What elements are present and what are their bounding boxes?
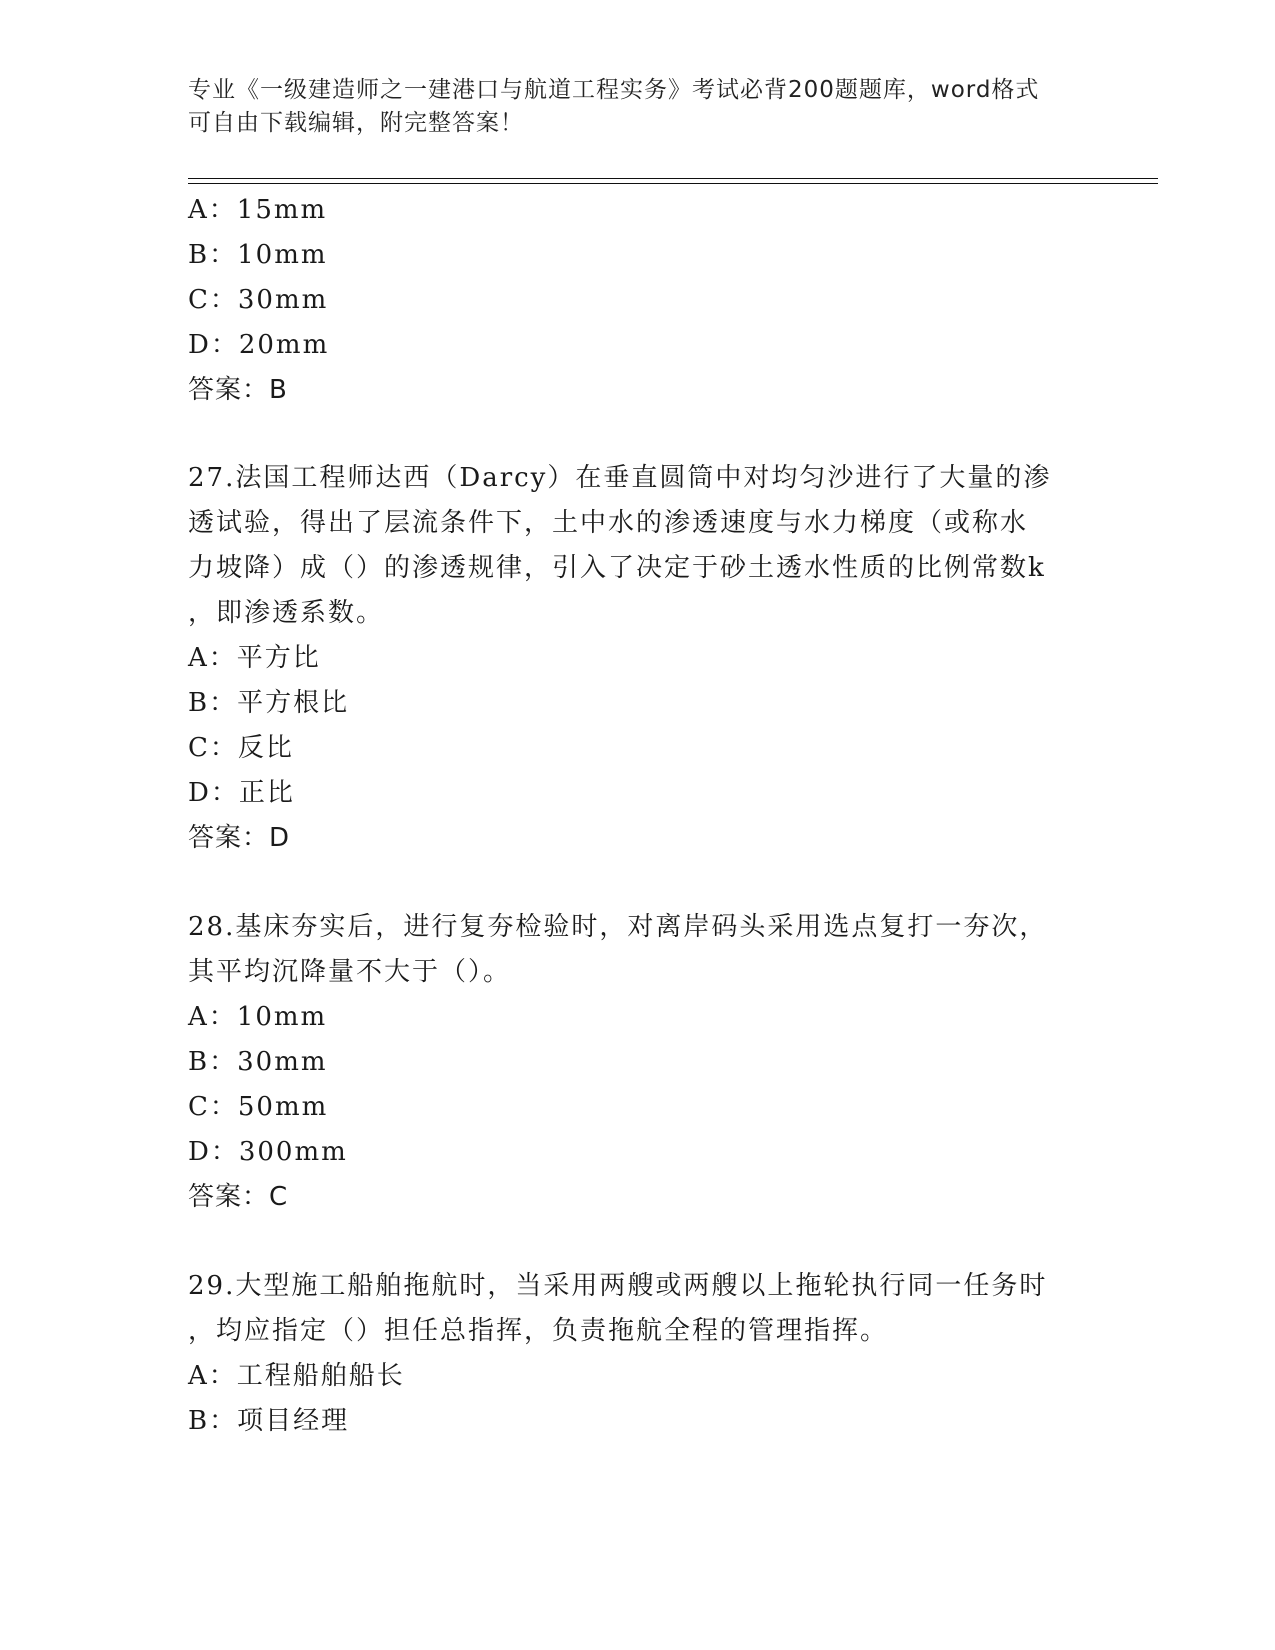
answer-label: 答案：D: [188, 823, 291, 853]
question-stem-line: ，即渗透系数。: [188, 598, 385, 628]
option-b: B：10mm: [188, 240, 328, 270]
option-a: A：10mm: [188, 1002, 328, 1032]
option-c: C：反比: [188, 733, 294, 763]
document-header: [188, 74, 1088, 140]
question-stem-line: 力坡降）成（）的渗透规律，引入了决定于砂土透水性质的比例常数k: [188, 553, 1046, 583]
header-divider-top: [188, 178, 1158, 179]
answer-label: 答案：C: [188, 1182, 289, 1212]
option-c: C：50mm: [188, 1092, 329, 1122]
question-stem-line: 29.大型施工船舶拖航时，当采用两艘或两艘以上拖轮执行同一任务时: [188, 1271, 1048, 1301]
question-stem-line: 其平均沉降量不大于（）。: [188, 957, 512, 987]
header-title-line-1: 专业《一级建造师之一建港口与航道工程实务》考试必背200题题库，word格式: [188, 77, 1040, 103]
option-d: D：正比: [188, 778, 295, 808]
option-d: D：20mm: [188, 330, 330, 360]
question-stem-line: 透试验，得出了层流条件下，土中水的渗透速度与水力梯度（或称水: [188, 508, 1029, 538]
question-stem-line: ，均应指定（）担任总指挥，负责拖航全程的管理指挥。: [188, 1316, 889, 1346]
option-b: B：项目经理: [188, 1406, 350, 1436]
answer-label: 答案：B: [188, 375, 288, 405]
header-title-line-2: 可自由下载编辑，附完整答案！: [188, 110, 524, 136]
option-b: B：平方根比: [188, 688, 350, 718]
option-d: D：300mm: [188, 1137, 348, 1167]
option-a: A：15mm: [188, 195, 328, 225]
option-a: A：平方比: [188, 643, 321, 673]
option-b: B：30mm: [188, 1047, 328, 1077]
option-c: C：30mm: [188, 285, 329, 315]
option-a: A：工程船舶船长: [188, 1361, 405, 1391]
header-divider-bottom: [188, 183, 1158, 184]
question-stem-line: 27.法国工程师达西（Darcy）在垂直圆筒中对均匀沙进行了大量的渗: [188, 463, 1052, 493]
question-stem-line: 28.基床夯实后，进行复夯检验时，对离岸码头采用选点复打一夯次，: [188, 912, 1048, 942]
